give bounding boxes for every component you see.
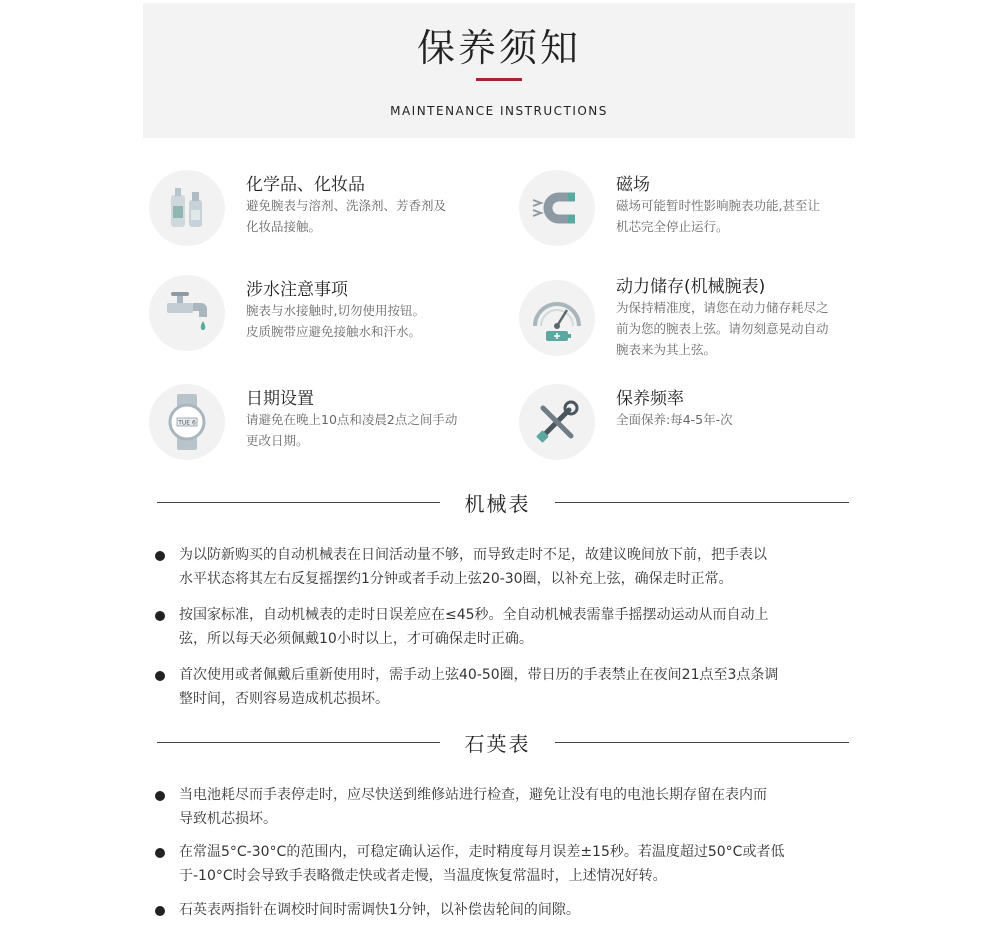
divider-line bbox=[157, 742, 440, 743]
watch-date-label: TUE 6 bbox=[178, 419, 196, 427]
bullet-dot bbox=[155, 671, 165, 681]
tip-description: 腕表与水接触时,切勿使用按钮。 皮质腕带应避免接触水和汗水。 bbox=[246, 303, 425, 339]
header-banner bbox=[143, 3, 855, 138]
bottles-icon bbox=[149, 170, 225, 246]
tip-description: 全面保养:每4-5年-次 bbox=[616, 412, 733, 427]
tip-maintenance-frequency bbox=[519, 384, 879, 474]
section-title: 机械表 bbox=[464, 492, 531, 516]
faucet-icon bbox=[149, 275, 225, 351]
magnet-icon bbox=[519, 170, 595, 246]
bullet-dot bbox=[155, 611, 165, 621]
tip-water bbox=[149, 275, 509, 365]
list-item-text: 当电池耗尽而手表停走时，应尽快送到维修站进行检查，避免让没有电的电池长期存留在表内而 导致机芯损坏。 bbox=[179, 787, 767, 827]
section-heading-quartz bbox=[157, 728, 849, 758]
tip-date-setting bbox=[149, 384, 509, 474]
tip-magnetic bbox=[519, 170, 879, 260]
divider-line bbox=[555, 742, 849, 743]
tip-description: 请避免在晚上10点和凌晨2点之间手动 更改日期。 bbox=[246, 412, 458, 448]
gauge-icon bbox=[519, 280, 595, 356]
tip-title: 保养频率 bbox=[616, 389, 684, 409]
tip-description: 为保持精准度，请您在动力储存耗尽之 前为您的腕表上弦。请勿刻意晃动自动 腕表来为其上弦。 bbox=[616, 300, 829, 357]
tip-title: 化学品、化妆品 bbox=[246, 175, 365, 195]
bullet-dot bbox=[155, 791, 165, 801]
tip-title: 日期设置 bbox=[246, 389, 314, 409]
tip-title: 动力储存(机械腕表) bbox=[616, 277, 766, 297]
list-item-text: 为以防新购买的自动机械表在日间活动量不够，而导致走时不足，故建议晚间放下前，把手表以 水平状态将其左右反复摇摆约1分钟或者手动上弦20-30圈，以补充上弦，确保走时正常。 bbox=[179, 547, 767, 587]
section-heading-mechanical bbox=[157, 488, 849, 518]
tools-icon bbox=[519, 384, 595, 460]
watch-icon bbox=[149, 384, 225, 460]
title-accent-bar bbox=[476, 78, 522, 81]
tip-description: 磁场可能暂时性影响腕表功能,甚至让 机芯完全停止运行。 bbox=[616, 198, 820, 234]
list-item-text: 首次使用或者佩戴后重新使用时，需手动上弦40-50圈，带日历的手表禁止在夜间21点至3点条调 整时间，否则容易造成机芯损坏。 bbox=[179, 667, 779, 707]
tip-title: 磁场 bbox=[616, 175, 650, 195]
tip-power-reserve bbox=[519, 272, 879, 362]
page-subtitle: MAINTENANCE INSTRUCTIONS bbox=[390, 104, 608, 118]
list-item-text: 在常温5°C-30°C的范围内，可稳定确认运作，走时精度每月误差±15秒。若温度超过50°C或者低 于-10°C时会导致手表略微走快或者走慢，当温度恢复常温时，上述情况好转。 bbox=[179, 844, 785, 884]
bullet-dot bbox=[155, 848, 165, 858]
tip-description: 避免腕表与溶剂、洗涤剂、芳香剂及 化妆品接触。 bbox=[246, 198, 447, 234]
bullet-dot bbox=[155, 551, 165, 561]
section-title: 石英表 bbox=[464, 732, 531, 756]
bullet-dot bbox=[155, 906, 165, 916]
page-title: 保养须知 bbox=[416, 26, 581, 70]
divider-line bbox=[157, 502, 440, 503]
tip-title: 涉水注意事项 bbox=[246, 280, 348, 300]
list-item-text: 石英表两指针在调校时间时需调快1分钟，以补偿齿轮间的间隙。 bbox=[179, 902, 580, 918]
list-item-text: 按国家标准，自动机械表的走时日误差应在≤45秒。全自动机械表需靠手摇摆动运动从而自动上 弦，所以每天必须佩戴10小时以上，才可确保走时正确。 bbox=[179, 607, 769, 647]
divider-line bbox=[555, 502, 849, 503]
tip-chemicals bbox=[149, 170, 509, 260]
